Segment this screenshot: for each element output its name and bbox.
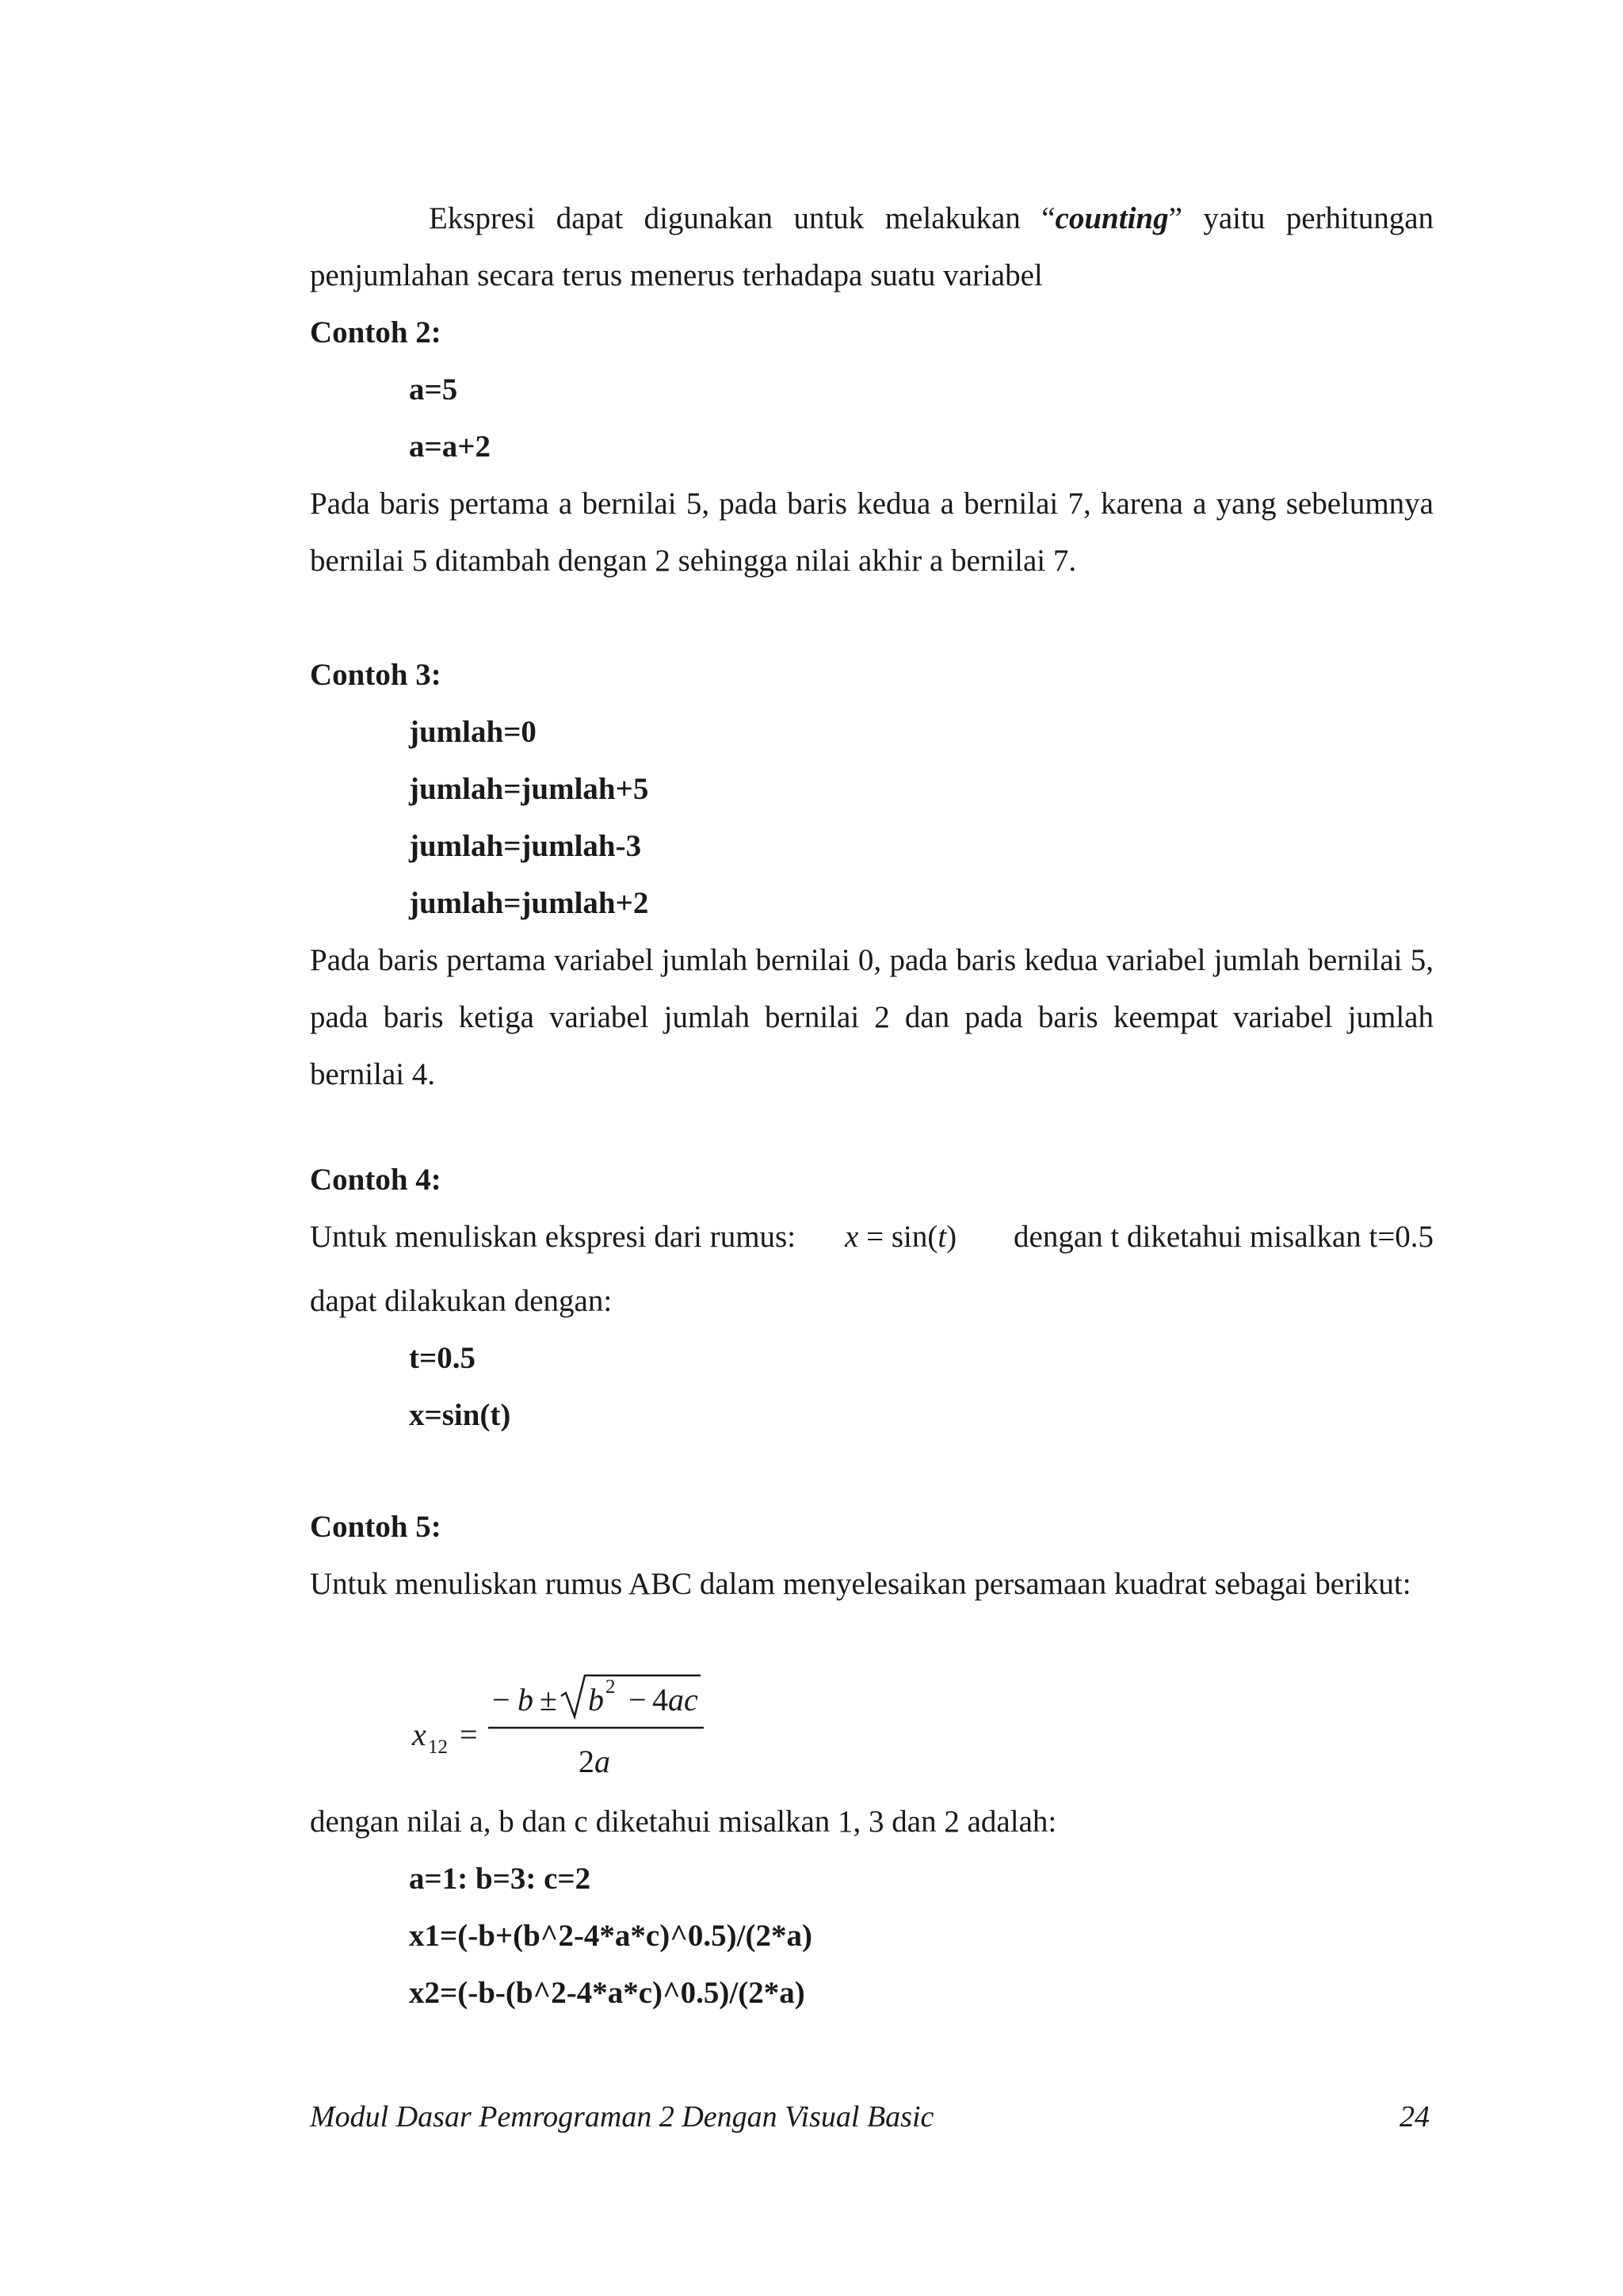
contoh-3-code-line-2: jumlah=jumlah+5 <box>409 772 649 806</box>
quad-num-minus: − <box>492 1682 510 1717</box>
sin-formula <box>845 1209 957 1266</box>
contoh-4-code-line-1: t=0.5 <box>409 1341 475 1375</box>
quad-rad-b: b <box>588 1682 604 1717</box>
contoh-2-code-line-1: a=5 <box>409 372 458 407</box>
quad-lhs-sub: 12 <box>428 1736 448 1758</box>
contoh-2-explanation: Pada baris pertama a bernilai 5, pada baris kedua a bernilai 7, karena a yang sebelumnya bernilai 5 ditambah dengan 2 sehingga nilai akhir a bernilai 7. <box>310 487 1434 578</box>
contoh-5-after: dengan nilai a, b dan c diketahui misalkan 1, 3 dan 2 adalah: <box>310 1805 1057 1839</box>
footer-title: Modul Dasar Pemrograman 2 Dengan Visual Basic <box>310 2100 934 2134</box>
contoh-5-code-line-1: a=1: b=3: c=2 <box>409 1862 591 1896</box>
footer-page-number: 24 <box>1400 2100 1430 2134</box>
sin-formula-lhs: x <box>845 1220 859 1254</box>
quad-rad-minus: − <box>628 1682 647 1717</box>
contoh-5-code-line-3: x2=(-b-(b^2-4*a*c)^0.5)/(2*a) <box>409 1976 805 2010</box>
contoh-5-intro: Untuk menuliskan rumus ABC dalam menyelesaikan persamaan kuadrat sebagai berikut: <box>310 1567 1411 1601</box>
contoh-3-heading: Contoh 3: <box>310 658 441 692</box>
quad-num-b: b <box>517 1682 533 1717</box>
contoh-4-code-line-2: x=sin(t) <box>409 1398 511 1432</box>
quad-rad-4: 4 <box>652 1682 668 1717</box>
contoh-4-line-1-after: dengan t diketahui misalkan t=0.5 <box>1014 1220 1434 1254</box>
sin-formula-close: ) <box>946 1220 957 1254</box>
sin-formula-arg: t <box>938 1220 947 1254</box>
intro-line-1 <box>429 190 1434 247</box>
contoh-3-code-line-3: jumlah=jumlah-3 <box>409 829 642 863</box>
contoh-3-code-line-4: jumlah=jumlah+2 <box>409 886 649 920</box>
sin-formula-fn: sin( <box>891 1220 938 1254</box>
contoh-3-code-line-1: jumlah=0 <box>409 715 537 749</box>
quad-equals: = <box>460 1717 478 1752</box>
intro-emphasis-counting: counting <box>1055 201 1169 235</box>
sin-formula-equals: = <box>866 1220 884 1254</box>
intro-line-2: penjumlahan secara terus menerus terhadapa suatu variabel <box>310 258 1043 292</box>
contoh-2-heading: Contoh 2: <box>310 315 441 350</box>
contoh-5-heading: Contoh 5: <box>310 1510 441 1544</box>
intro-text-before: Ekspresi dapat digunakan untuk melakukan “ <box>429 201 1056 235</box>
quad-den-a: a <box>594 1744 610 1779</box>
quad-den-2: 2 <box>579 1744 594 1779</box>
contoh-3-explanation: Pada baris pertama variabel jumlah bernilai 0, pada baris kedua variabel jumlah bernilai 5, pada baris ketiga variabel jumlah bernilai 2 dan pada baris keempat variabel jumlah bernilai 4. <box>310 943 1434 1091</box>
contoh-4-line-1-before: Untuk menuliskan ekspresi dari rumus: <box>310 1220 796 1254</box>
intro-text-after: ” yaitu perhitungan <box>1168 201 1434 235</box>
contoh-5-code-line-2: x1=(-b+(b^2-4*a*c)^0.5)/(2*a) <box>409 1919 812 1953</box>
quad-num-pm: ± <box>540 1682 557 1717</box>
contoh-2-code-line-2: a=a+2 <box>409 430 491 464</box>
contoh-4-heading: Contoh 4: <box>310 1163 441 1197</box>
quad-rad-ac: ac <box>668 1682 698 1717</box>
contoh-4-line-2: dapat dilakukan dengan: <box>310 1284 613 1318</box>
quad-lhs-var: x <box>412 1717 426 1752</box>
quad-rad-exp: 2 <box>605 1676 616 1698</box>
quadratic-formula <box>411 1671 712 1790</box>
